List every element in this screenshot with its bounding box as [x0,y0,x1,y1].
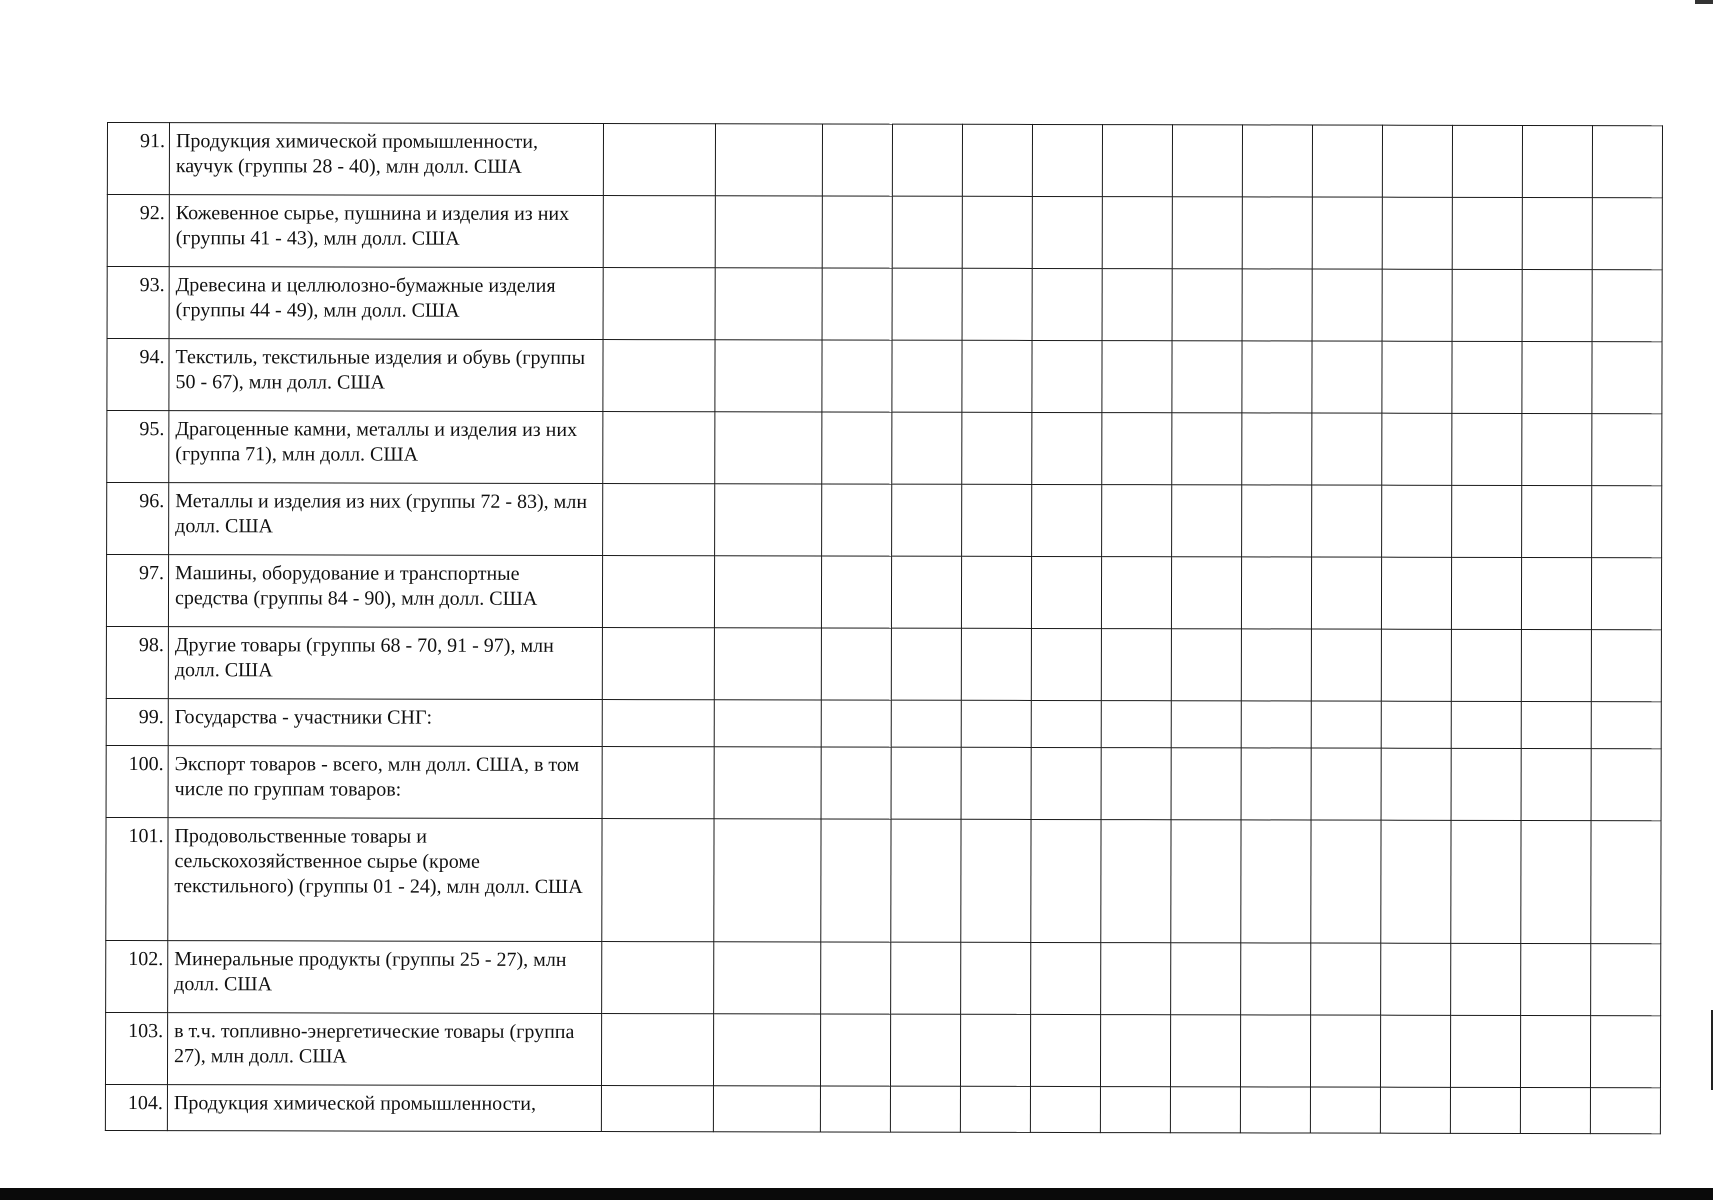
empty-data-cell [1451,943,1521,1015]
empty-data-cell [892,340,962,412]
table-row [107,195,1662,270]
table-row [107,411,1662,486]
empty-data-cell [1031,556,1101,628]
empty-data-cell [1522,413,1592,485]
empty-data-cell [603,196,715,268]
empty-data-cell [1172,197,1242,269]
empty-data-cell [1031,819,1101,942]
empty-data-cell [821,819,891,942]
empty-data-cell [1522,125,1592,197]
empty-data-cell [1591,944,1661,1016]
empty-data-cell [1102,485,1172,557]
empty-data-cell [1032,412,1102,484]
empty-data-cell [1170,1087,1240,1133]
row-indicator-label: Государства - участники СНГ: [168,699,602,747]
empty-data-cell [1030,1014,1100,1086]
empty-data-cell [603,340,715,412]
empty-data-cell [1172,125,1242,197]
empty-data-cell [1241,701,1311,748]
empty-data-cell [1451,748,1521,820]
row-indicator-label: Драгоценные камни, металлы и изделия из них (группа 71), млн долл. США [169,411,603,484]
empty-data-cell [1521,943,1591,1015]
row-indicator-label: Минеральные продукты (группы 25 - 27), млн долл. США [168,941,602,1014]
empty-data-cell [1311,943,1381,1015]
table-row [106,940,1661,1015]
empty-data-cell [1241,943,1311,1015]
row-indicator-label: Экспорт товаров - всего, млн долл. США, в том числе по группам товаров: [168,746,602,819]
empty-data-cell [1592,414,1662,486]
empty-data-cell [961,556,1031,628]
empty-data-cell [1591,630,1661,702]
table-row [107,339,1662,414]
empty-data-cell [1241,820,1311,943]
row-indicator-label: Кожевенное сырье, пушнина и изделия из них (группы 41 - 43), млн долл. США [169,195,603,268]
table-row [106,626,1661,701]
row-indicator-label: Продукция химической промышленности, каучук (группы 28 - 40), млн долл. США [169,123,603,196]
empty-data-cell [1452,485,1522,557]
empty-data-cell [1382,485,1452,557]
empty-data-cell [1031,700,1101,747]
empty-data-cell [892,196,962,268]
empty-data-cell [820,1086,890,1132]
empty-data-cell [1521,820,1591,943]
table-row [105,1084,1660,1133]
empty-data-cell [1101,557,1171,629]
empty-data-cell [1592,198,1662,270]
empty-data-cell [1312,413,1382,485]
empty-data-cell [1381,629,1451,701]
empty-data-cell [713,1086,820,1132]
empty-data-cell [891,747,961,819]
empty-data-cell [892,412,962,484]
empty-data-cell [715,412,822,484]
empty-data-cell [1312,485,1382,557]
row-indicator-label: Текстиль, текстильные изделия и обувь (группы 50 - 67), млн долл. США [169,339,603,412]
empty-data-cell [1380,1087,1450,1133]
empty-data-cell [1522,485,1592,557]
empty-data-cell [1452,197,1522,269]
row-number: 92. [107,195,169,267]
row-indicator-label: Продукция химической промышленности, [167,1085,601,1132]
empty-data-cell [602,819,714,942]
empty-data-cell [1171,943,1241,1015]
empty-data-cell [1102,197,1172,269]
empty-data-cell [962,412,1032,484]
empty-data-cell [1312,269,1382,341]
row-number: 96. [107,483,169,555]
empty-data-cell [1171,629,1241,701]
table-row [107,483,1662,558]
empty-data-cell [961,747,1031,819]
empty-data-cell [821,700,891,747]
empty-data-cell [1452,269,1522,341]
table-row [106,698,1661,748]
empty-data-cell [961,628,1031,700]
empty-data-cell [1591,702,1661,749]
empty-data-cell [1522,197,1592,269]
statistics-table [105,122,1663,1134]
empty-data-cell [821,556,891,628]
table-body [105,123,1662,1134]
empty-data-cell [962,196,1032,268]
empty-data-cell [603,412,715,484]
empty-data-cell [1030,1086,1100,1132]
empty-data-cell [822,196,892,268]
empty-data-cell [714,942,821,1014]
empty-data-cell [1172,485,1242,557]
empty-data-cell [1451,820,1521,943]
empty-data-cell [602,628,714,700]
empty-data-cell [602,700,714,747]
empty-data-cell [1591,821,1661,944]
empty-data-cell [1031,747,1101,819]
empty-data-cell [714,700,821,747]
empty-data-cell [1592,342,1662,414]
row-indicator-label: в т.ч. топливно-энергетические товары (группа 27), млн долл. США [167,1013,601,1086]
empty-data-cell [1171,701,1241,748]
empty-data-cell [822,340,892,412]
empty-data-cell [1032,124,1102,196]
empty-data-cell [1031,628,1101,700]
empty-data-cell [1592,270,1662,342]
empty-data-cell [1452,125,1522,197]
empty-data-cell [891,556,961,628]
empty-data-cell [961,819,1031,942]
row-indicator-label: Древесина и целлюлозно-бумажные изделия (группы 44 - 49), млн долл. США [169,267,603,340]
empty-data-cell [715,196,822,268]
empty-data-cell [1382,269,1452,341]
row-indicator-label: Продовольственные товары и сельскохозяйственное сырье (кроме текстильного) (группы 01 - 24), млн долл. США [168,818,602,942]
empty-data-cell [822,124,892,196]
table-row [106,745,1661,820]
empty-data-cell [1382,125,1452,197]
empty-data-cell [962,340,1032,412]
empty-data-cell [1590,1016,1660,1088]
row-number: 101. [106,817,168,940]
empty-data-cell [1171,557,1241,629]
empty-data-cell [1522,341,1592,413]
empty-data-cell [821,747,891,819]
empty-data-cell [1521,629,1591,701]
empty-data-cell [892,484,962,556]
empty-data-cell [962,268,1032,340]
empty-data-cell [1240,1087,1310,1133]
empty-data-cell [820,1014,890,1086]
row-indicator-label: Металлы и изделия из них (группы 72 - 83), млн долл. США [169,483,603,556]
empty-data-cell [1310,1015,1380,1087]
empty-data-cell [890,1014,960,1086]
empty-data-cell [1032,268,1102,340]
empty-data-cell [714,819,821,942]
empty-data-cell [1451,701,1521,748]
empty-data-cell [1242,485,1312,557]
empty-data-cell [961,700,1031,747]
empty-data-cell [1591,558,1661,630]
empty-data-cell [891,628,961,700]
empty-data-cell [603,484,715,556]
empty-data-cell [1102,341,1172,413]
empty-data-cell [715,340,822,412]
empty-data-cell [1312,341,1382,413]
table-row [107,267,1662,342]
table-row [105,1012,1660,1087]
empty-data-cell [1590,1088,1660,1134]
row-number: 98. [106,626,168,698]
empty-data-cell [1241,629,1311,701]
empty-data-cell [890,1086,960,1132]
empty-data-cell [1311,748,1381,820]
empty-data-cell [1032,196,1102,268]
empty-data-cell [1382,197,1452,269]
empty-data-cell [714,628,821,700]
empty-data-cell [1241,557,1311,629]
empty-data-cell [1520,1015,1590,1087]
empty-data-cell [1310,1087,1380,1133]
empty-data-cell [822,268,892,340]
empty-data-cell [714,556,821,628]
empty-data-cell [1520,1087,1590,1133]
empty-data-cell [892,124,962,196]
empty-data-cell [1240,1015,1310,1087]
row-number: 102. [106,940,168,1012]
empty-data-cell [1452,341,1522,413]
empty-data-cell [1522,269,1592,341]
empty-data-cell [891,942,961,1014]
empty-data-cell [1381,820,1451,943]
empty-data-cell [891,700,961,747]
row-number: 100. [106,745,168,817]
empty-data-cell [1031,942,1101,1014]
empty-data-cell [822,412,892,484]
empty-data-cell [1311,557,1381,629]
empty-data-cell [1102,269,1172,341]
empty-data-cell [960,1086,1030,1132]
empty-data-cell [1521,701,1591,748]
empty-data-cell [714,747,821,819]
empty-data-cell [1101,748,1171,820]
empty-data-cell [1451,629,1521,701]
empty-data-cell [1032,340,1102,412]
empty-data-cell [892,268,962,340]
empty-data-cell [601,1086,713,1132]
empty-data-cell [822,484,892,556]
empty-data-cell [603,268,715,340]
empty-data-cell [1381,748,1451,820]
empty-data-cell [1450,1015,1520,1087]
empty-data-cell [715,484,822,556]
empty-data-cell [1171,820,1241,943]
row-number: 97. [106,555,168,627]
empty-data-cell [602,942,714,1014]
table-row [107,123,1662,198]
empty-data-cell [1242,341,1312,413]
empty-data-cell [962,484,1032,556]
empty-data-cell [1172,341,1242,413]
empty-data-cell [1101,701,1171,748]
empty-data-cell [962,124,1032,196]
empty-data-cell [1312,125,1382,197]
empty-data-cell [601,1014,713,1086]
empty-data-cell [602,556,714,628]
empty-data-cell [1311,629,1381,701]
empty-data-cell [1242,125,1312,197]
table-row [106,817,1661,943]
empty-data-cell [1101,629,1171,701]
empty-data-cell [1172,269,1242,341]
empty-data-cell [1242,413,1312,485]
empty-data-cell [713,1014,820,1086]
row-number: 103. [105,1012,167,1084]
empty-data-cell [1032,484,1102,556]
empty-data-cell [715,124,822,196]
empty-data-cell [821,628,891,700]
empty-data-cell [1170,1015,1240,1087]
empty-data-cell [1242,197,1312,269]
empty-data-cell [1100,1087,1170,1133]
empty-data-cell [1521,557,1591,629]
empty-data-cell [603,124,715,196]
empty-data-cell [961,942,1031,1014]
row-number: 91. [107,123,169,195]
empty-data-cell [1311,701,1381,748]
row-indicator-label: Другие товары (группы 68 - 70, 91 - 97), млн долл. США [168,627,602,700]
empty-data-cell [1380,1015,1450,1087]
empty-data-cell [1591,749,1661,821]
empty-data-cell [1171,748,1241,820]
empty-data-cell [1382,413,1452,485]
empty-data-cell [1592,486,1662,558]
empty-data-cell [715,268,822,340]
scan-bottom-edge [0,1188,1713,1200]
empty-data-cell [1311,820,1381,943]
empty-data-cell [1450,1087,1520,1133]
row-number: 93. [107,267,169,339]
empty-data-cell [1100,1015,1170,1087]
empty-data-cell [1241,748,1311,820]
empty-data-cell [1172,413,1242,485]
empty-data-cell [1381,943,1451,1015]
empty-data-cell [1451,557,1521,629]
row-number: 94. [107,339,169,411]
empty-data-cell [1101,820,1171,943]
row-number: 95. [107,411,169,483]
empty-data-cell [1382,341,1452,413]
empty-data-cell [1592,126,1662,198]
empty-data-cell [602,747,714,819]
row-indicator-label: Машины, оборудование и транспортные средства (группы 84 - 90), млн долл. США [168,555,602,628]
empty-data-cell [1381,701,1451,748]
row-number: 104. [105,1084,167,1130]
empty-data-cell [1242,269,1312,341]
empty-data-cell [1312,197,1382,269]
table-row [106,555,1661,630]
empty-data-cell [1381,557,1451,629]
empty-data-cell [1102,125,1172,197]
empty-data-cell [960,1014,1030,1086]
empty-data-cell [1521,748,1591,820]
row-number: 99. [106,698,168,745]
empty-data-cell [1101,943,1171,1015]
empty-data-cell [1102,413,1172,485]
scan-edge-mark [1695,0,1713,4]
empty-data-cell [891,819,961,942]
empty-data-cell [821,942,891,1014]
empty-data-cell [1452,413,1522,485]
